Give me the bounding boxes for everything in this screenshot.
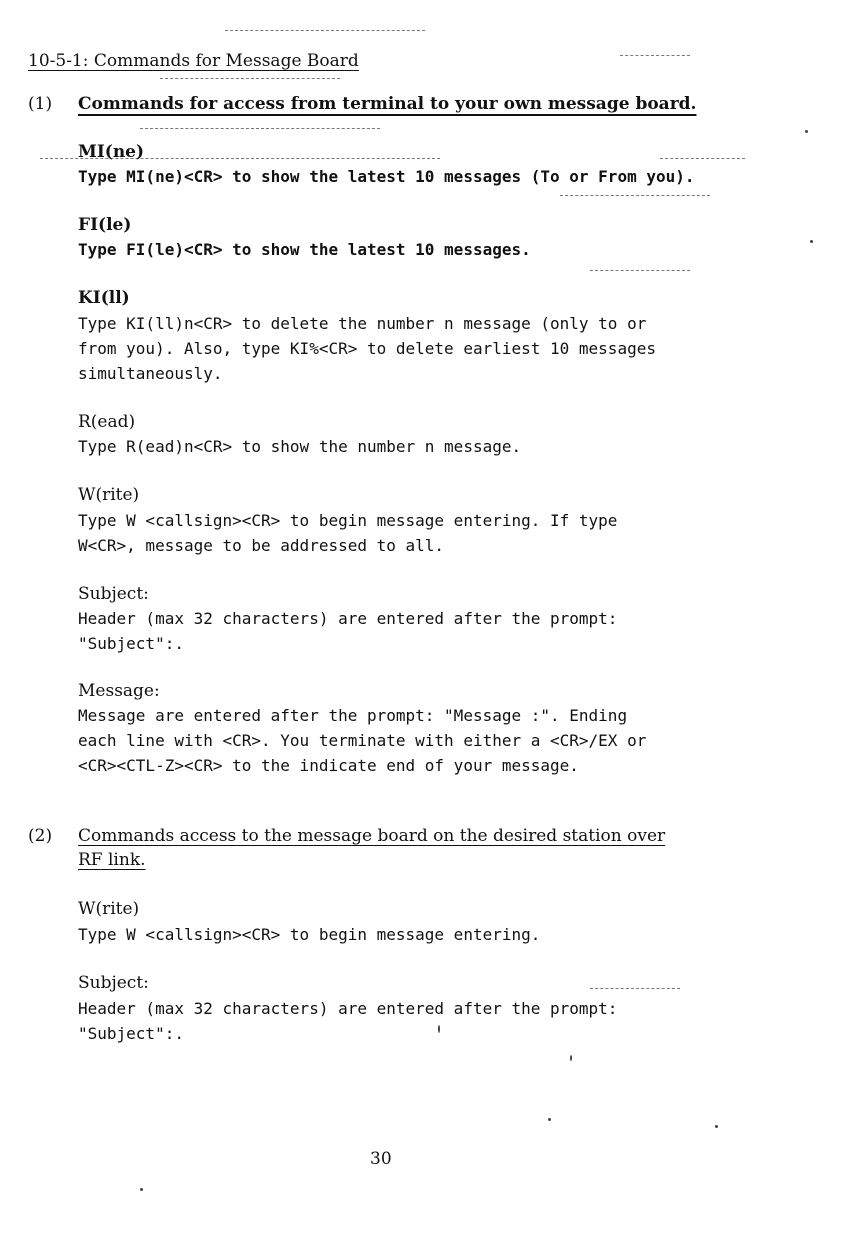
command-desc-file: Type FI(le)<CR> to show the latest 10 messages. [78,240,531,259]
scan-mark [560,195,710,197]
command-desc-mine: Type MI(ne)<CR> to show the latest 10 messages (To or From you). [78,167,695,186]
scan-speck [805,130,808,133]
scan-mark [660,158,745,160]
section-heading: 10-5-1: Commands for Message Board [28,51,359,71]
field-desc-message-line: Message are entered after the prompt: "Message :". Ending [78,706,628,725]
command-name-kill: KI(ll) [78,288,130,308]
command-desc-kill-line: Type KI(ll)n<CR> to delete the number n message (only to or [78,314,647,333]
command-desc-kill-line: simultaneously. [78,364,223,383]
command-name-read: R(ead) [78,412,136,432]
field-name-subject: Subject: [78,584,149,604]
part-1-heading: Commands for access from terminal to your own message board. [78,94,697,114]
part-1-number: (1) [28,94,53,114]
rf-command-desc-write: Type W <callsign><CR> to begin message entering. [78,925,541,944]
scan-mark [225,30,425,32]
rf-field-desc-subject-line: Header (max 32 characters) are entered after the prompt: [78,999,618,1018]
scan-speck [438,1025,440,1033]
scan-mark [590,988,680,990]
part-2-heading-line: Commands access to the message board on the desired station over [78,826,666,846]
command-desc-write-line: Type W <callsign><CR> to begin message entering. If type [78,511,618,530]
scan-speck [140,1188,143,1191]
scan-mark [140,128,380,130]
command-name-file: FI(le) [78,215,132,235]
part-2-heading-line: RF link. [78,850,146,870]
rf-command-name-write: W(rite) [78,899,140,919]
field-desc-message-line: each line with <CR>. You terminate with either a <CR>/EX or [78,731,647,750]
field-desc-subject-line: "Subject":. [78,634,184,653]
scan-mark [160,78,340,80]
scan-speck [548,1118,551,1121]
command-desc-kill-line: from you). Also, type KI%<CR> to delete earliest 10 messages [78,339,656,358]
scan-mark [590,270,690,272]
page-number: 30 [370,1149,392,1169]
part-2-number: (2) [28,826,53,846]
command-name-write: W(rite) [78,485,140,505]
rf-field-name-subject: Subject: [78,973,149,993]
command-desc-write-line: W<CR>, message to be addressed to all. [78,536,445,555]
scan-mark [620,55,690,57]
scan-speck [715,1125,718,1128]
field-desc-message-line: <CR><CTL-Z><CR> to the indicate end of your message. [78,756,579,775]
command-desc-read: Type R(ead)n<CR> to show the number n message. [78,437,522,456]
field-name-message: Message: [78,681,160,701]
command-name-mine: MI(ne) [78,142,145,162]
rf-field-desc-subject-line: "Subject":. [78,1024,184,1043]
field-desc-subject-line: Header (max 32 characters) are entered after the prompt: [78,609,618,628]
scan-speck [570,1055,572,1061]
scan-speck [810,240,813,243]
